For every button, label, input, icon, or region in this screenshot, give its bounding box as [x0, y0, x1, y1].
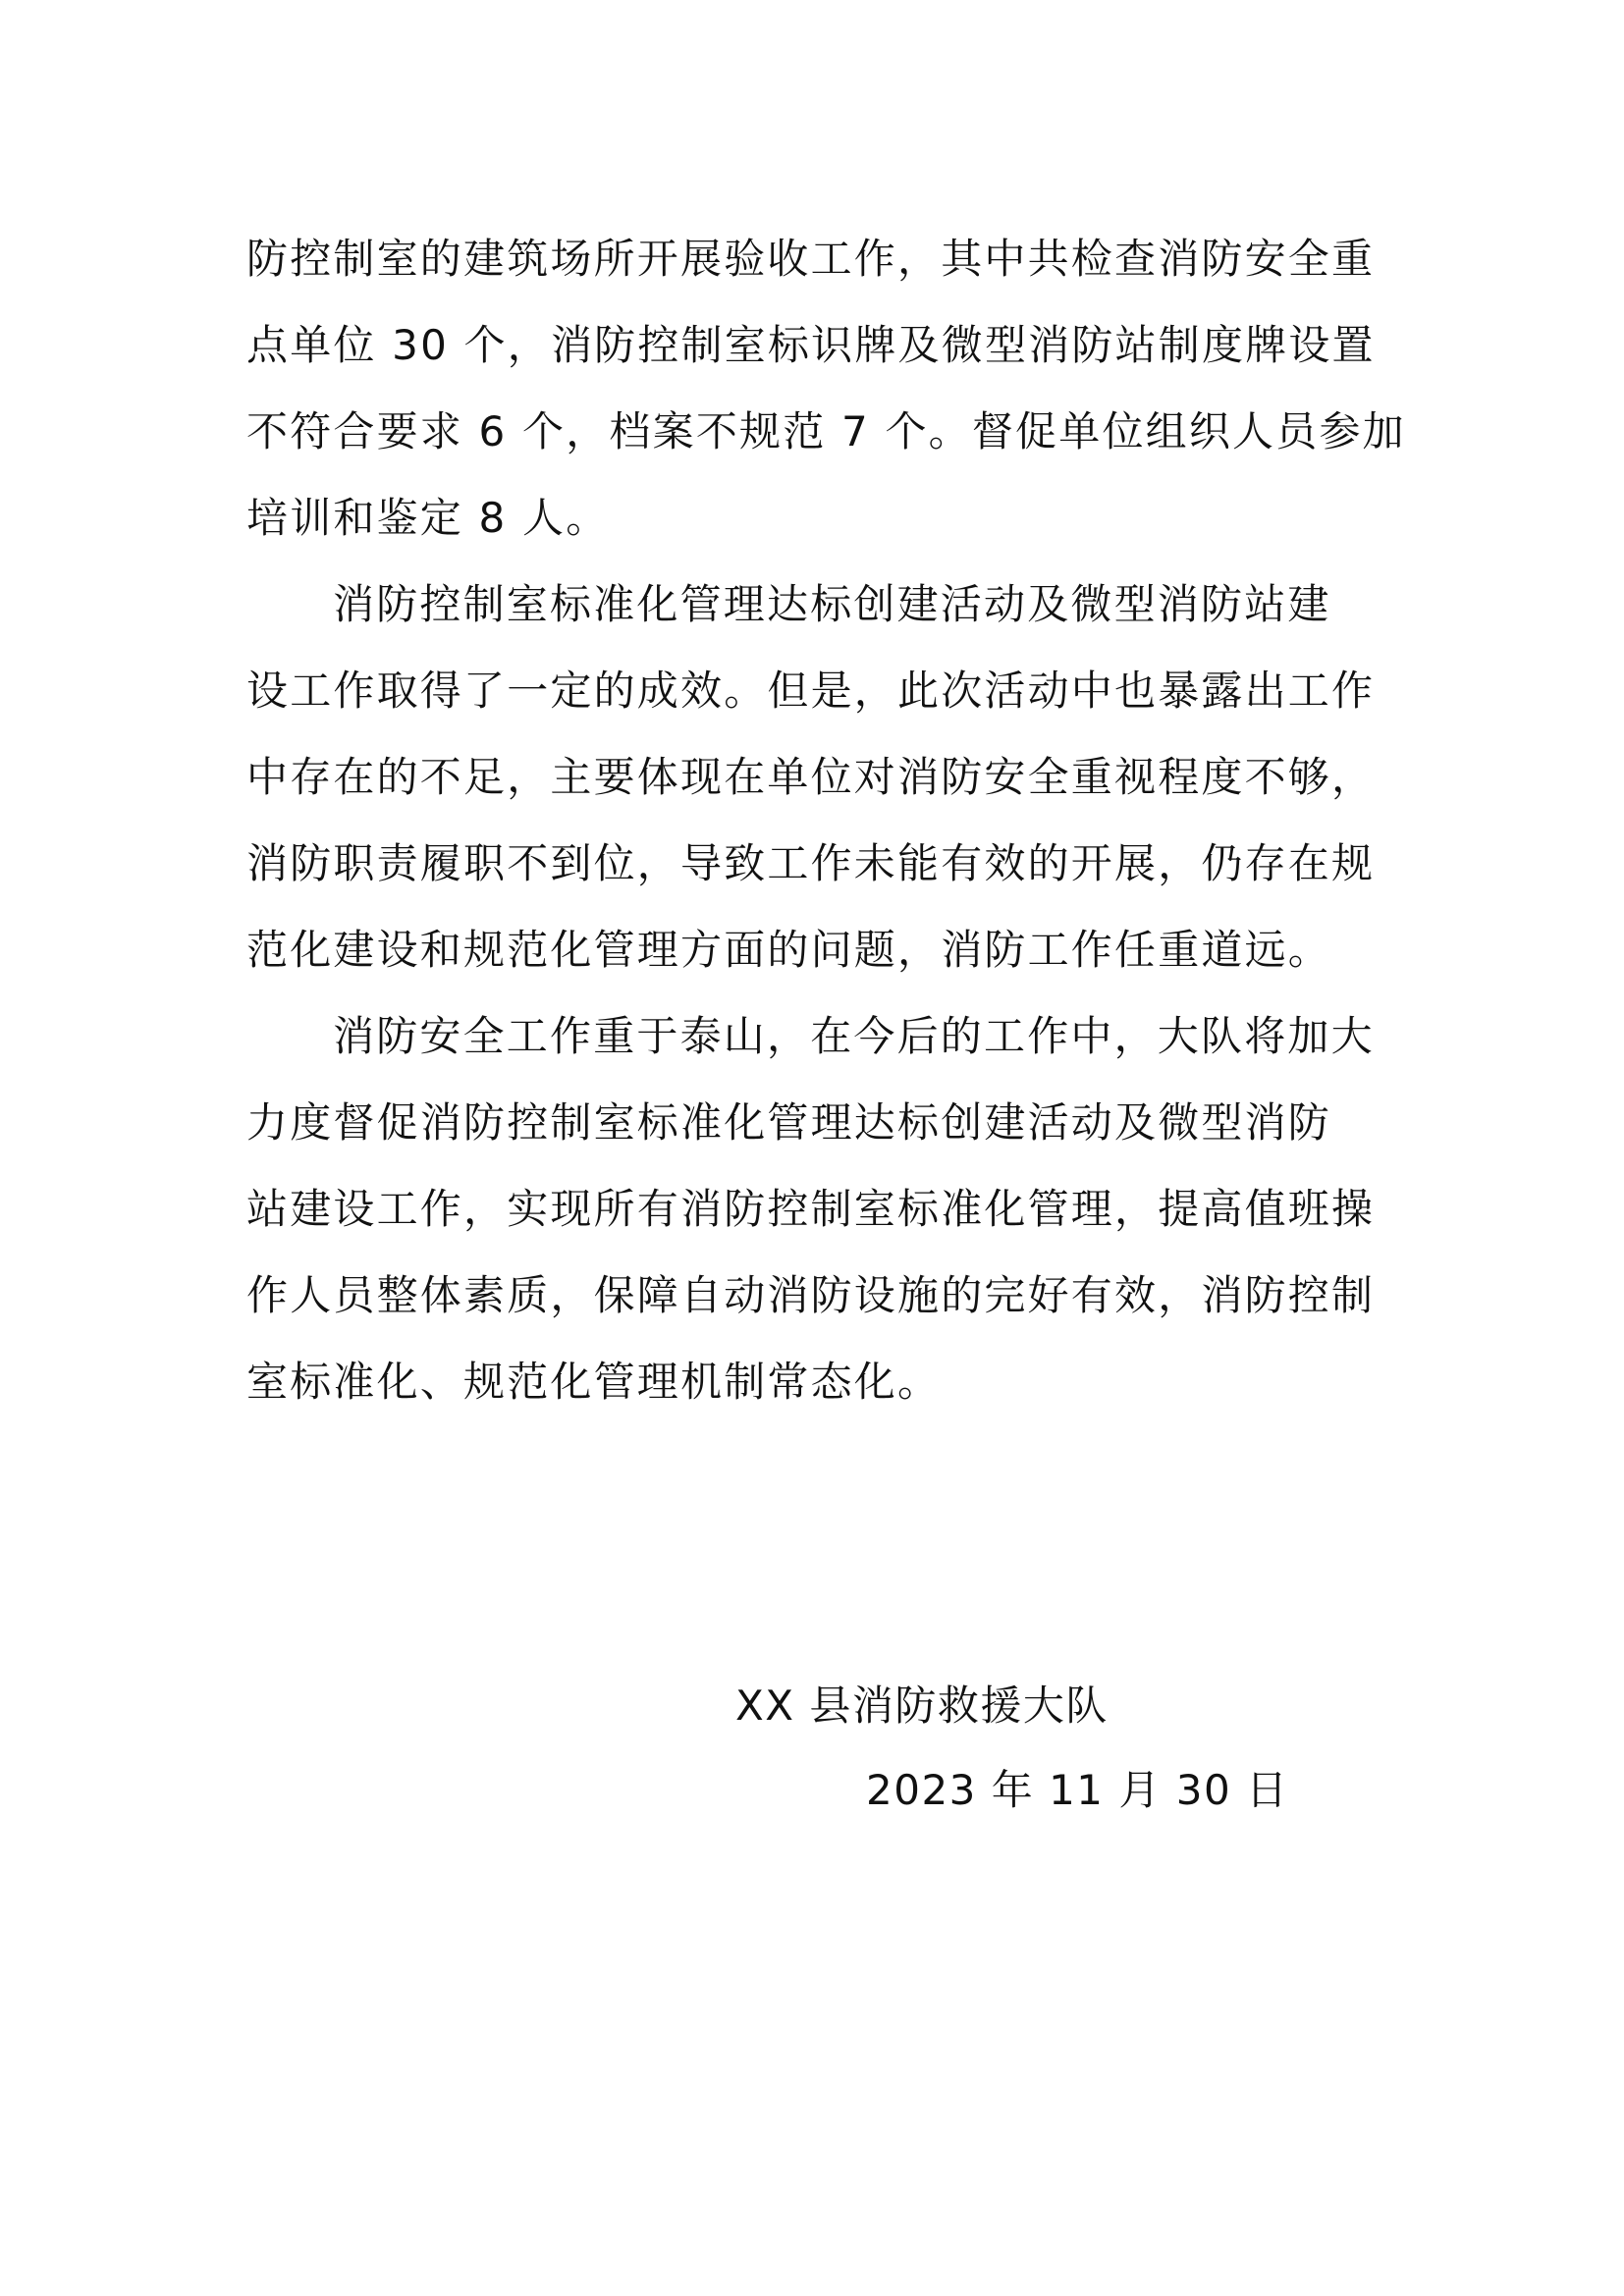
signature-date: 2023 年 11 月 30 日 — [866, 1766, 1289, 1814]
document-body — [246, 216, 1406, 1425]
paragraph-line: 消防控制室标准化管理达标创建活动及微型消防站建 — [333, 580, 1331, 628]
paragraph-line: 点单位 30 个，消防控制室标识牌及微型消防站制度牌设置 — [246, 321, 1376, 369]
paragraph-line: 中存在的不足，主要体现在单位对消防安全重视程度不够， — [246, 753, 1376, 801]
paragraph-1 — [246, 216, 1406, 561]
paragraph-2 — [246, 561, 1389, 993]
paragraph-line: 作人员整体素质，保障自动消防设施的完好有效，消防控制 — [246, 1271, 1376, 1319]
paragraph-line: 培训和鉴定 8 人。 — [246, 494, 610, 542]
signature-organization: XX 县消防救援大队 — [735, 1682, 1109, 1730]
paragraph-line: 范化建设和规范化管理方面的问题，消防工作任重道远。 — [246, 926, 1332, 974]
paragraph-line: 消防安全工作重于泰山，在今后的工作中，大队将加大 — [333, 1012, 1375, 1060]
paragraph-line: 站建设工作，实现所有消防控制室标准化管理，提高值班操 — [246, 1185, 1376, 1233]
paragraph-3 — [246, 993, 1389, 1425]
paragraph-line: 防控制室的建筑场所开展验收工作，其中共检查消防安全重 — [246, 235, 1376, 283]
paragraph-line: 不符合要求 6 个，档案不规范 7 个。督促单位组织人员参加 — [246, 407, 1406, 455]
paragraph-line: 室标准化、规范化管理机制常态化。 — [246, 1358, 942, 1406]
paragraph-line: 力度督促消防控制室标准化管理达标创建活动及微型消防 — [246, 1098, 1332, 1147]
paragraph-line: 消防职责履职不到位，导致工作未能有效的开展，仍存在规 — [246, 839, 1376, 887]
paragraph-line: 设工作取得了一定的成效。但是，此次活动中也暴露出工作 — [246, 667, 1376, 715]
